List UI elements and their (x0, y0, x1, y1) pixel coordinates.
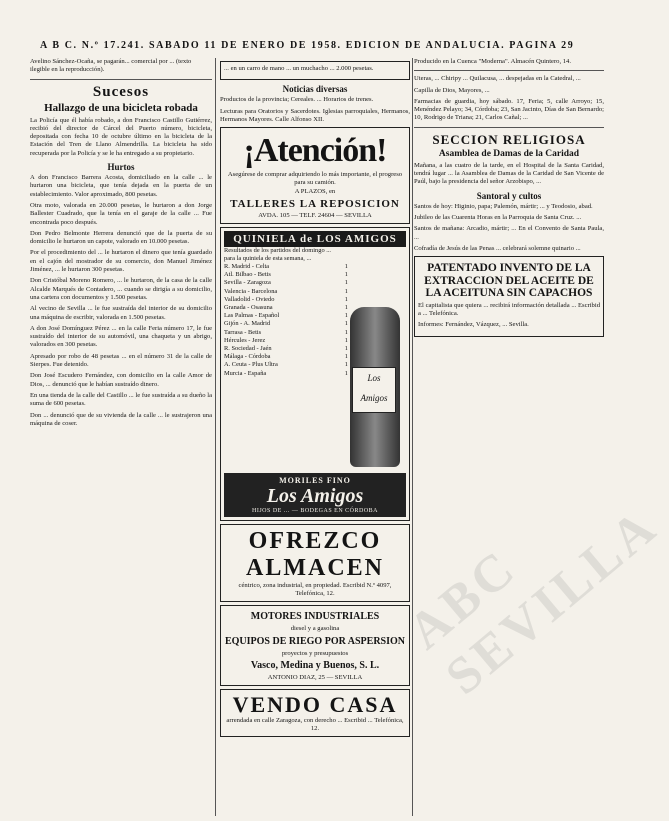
match-row (224, 337, 348, 345)
column-rule (412, 58, 413, 816)
banner-big: Los Amigos (266, 485, 364, 507)
attention-ad-company: TALLERES LA REPOSICION (230, 197, 400, 210)
match-result: 1 (344, 271, 348, 279)
match-result: 1 (344, 263, 348, 270)
attention-ad-line: A PLAZOS, en (294, 187, 336, 195)
article-paragraph: Apresado por robo de 48 pesetas ... en el número 31 de la calle de Sierpes. Fue detenido. (30, 352, 212, 369)
match-row (224, 263, 348, 271)
match-row (224, 296, 348, 304)
motors-ad (220, 605, 410, 686)
subsection-title-hurtos: Hurtos (107, 162, 135, 173)
article-paragraph: La Policía que él había robado, a don Francisco Castillo Gutiérrez, recibió del director de Cárcel del Puerto número, bicicleta, depositada con fecha 10 de octubre último en la bicicleta de la Estación del Tren de Llano Almendrilla. La bicicleta ha sido recuperada por la Policía y se le ha entregado a su propietario. (30, 116, 212, 157)
match-result: 1 (344, 336, 348, 344)
article-paragraph: Don ... denunció que de su vivienda de la calle ... le sustrajeron una máquina de coser. (30, 411, 212, 427)
match-row (224, 320, 348, 328)
notes-title: Noticias diversas (282, 84, 348, 95)
notes-sub: Productos de la provincia; Cereales. ... Horarios de trenes. (220, 96, 374, 104)
article-paragraph: Cofradía de Jesús de las Penas ... celebrará solemne quinario ... (414, 244, 581, 252)
notes-paragraph: Lecturas para Oratorios y Sacerdotes. Iglesias parroquiales, Hermanos, Hermanos Mayores. Calle Alfonso XII. (220, 107, 410, 123)
motors-ad-title2: EQUIPOS DE RIEGO POR ASPERSION (224, 635, 406, 647)
banner-sub: HIJOS DE ... — BODEGAS EN CÓRDOBA (251, 508, 378, 514)
warehouse-ad-line: céntrico, zona industrial, en propiedad. Escribid N.º 4097, Telefónica, 12. (238, 582, 392, 598)
match-result: 1 (344, 304, 348, 312)
top-fragment: Avelino Sánchez-Ocaña, se pagarán... comercial por ... (texto ilegible en la reproducción). (30, 58, 192, 74)
article-heading: Asamblea de Damas de la Caridad (438, 148, 580, 159)
section-title-religiosa: SECCION RELIGIOSA (432, 131, 586, 147)
article-paragraph: Don Cristóbal Moreno Romero, ... le hurtaron, de la casa de la calle Alcalde Marqués de Contadero, ... cuando se dirigía a su domicilio, una cartera con documentos y 1.500 pesetas. (30, 277, 212, 301)
divider (414, 127, 604, 128)
match-row (224, 353, 348, 361)
match-result: 1 (344, 361, 348, 369)
match-teams: Murcia - España (224, 369, 267, 377)
attention-ad-title: ¡Atención! (243, 132, 387, 170)
match-teams: R. Madrid - Celta (224, 263, 270, 270)
patent-ad-paragraph: Informes: Fernández, Vázquez, ... Sevilla. (418, 321, 529, 329)
article-paragraph: Por el procedimiento del ... le hurtaron el dinero que tenía guardado en el cajón del mostrador de su comercio, don Manuel Jiménez Jiménez, ... le hurtaron 300 pesetas. (30, 249, 212, 274)
motors-ad-company: Vasco, Medina y Buenos, S. L. (250, 659, 380, 671)
section-title-sucesos: Sucesos (92, 83, 150, 100)
article-paragraph: Jubileo de las Cuarenta Horas en la Parroquia de Santa Cruz. ... (414, 213, 582, 221)
quiniela-intro: Resultados de los partidos del domingo ... para la quiniela de esta semana, ... (224, 247, 332, 262)
match-teams: Gijón - A. Madrid (224, 320, 271, 328)
match-row (224, 361, 348, 369)
article-paragraph: A don José Domínguez Pérez ... en la calle Feria número 17, le fue sustraído del interior de su automóvil, una chaqueta y un abrigo, valorados en 300 pesetas. (30, 324, 212, 349)
house-sale-title: VENDO CASA (232, 692, 398, 718)
column-left (30, 58, 212, 816)
patent-ad-paragraph: El capitalista que quiera ... recibirá información detallada ... Escribid a ... Telefónica. (418, 301, 600, 317)
motors-ad-address: ANTONIO DIAZ, 25 — SEVILLA (267, 673, 363, 681)
warehouse-ad-title: OFREZCO (248, 528, 382, 554)
match-result: 1 (344, 295, 348, 303)
quiniela-body (224, 247, 406, 473)
match-row (224, 329, 348, 337)
column-middle (220, 58, 410, 816)
match-teams: Valladolid - Oviedo (224, 295, 275, 303)
house-sale-ad (220, 689, 410, 737)
top-notice-box (220, 61, 410, 80)
top-fragment: ... en un carro de mano ... un muchacho ... 2.000 pesetas. (224, 65, 374, 72)
match-row (224, 370, 348, 378)
match-row (224, 271, 348, 279)
match-result: 1 (344, 320, 348, 328)
match-result: 1 (344, 353, 348, 361)
match-result: 1 (344, 345, 348, 353)
divider (30, 79, 212, 80)
match-row (224, 279, 348, 287)
motors-ad-line: diesel y a gasolina (290, 625, 340, 633)
motors-ad-title: MOTORES INDUSTRIALES (250, 611, 380, 623)
match-teams: Tarrasa - Betis (224, 328, 262, 336)
top-fragment: Producido en la Cuenca "Moderna". Almacén Quintero, 14. (414, 58, 571, 65)
match-result: 1 (344, 369, 348, 377)
match-teams: Las Palmas - Español (224, 312, 280, 320)
watermark: ABC SEVILLA (397, 497, 669, 706)
article-paragraph: Uteras, ... Chiripy ... Quilacusa, ... despejadas en la Catedral, ... (414, 75, 581, 83)
match-teams: Málaga - Córdoba (224, 353, 271, 361)
match-teams: Valencia - Barcelona (224, 287, 278, 295)
banner-top: MORILES FINO (279, 476, 351, 485)
bottle-label: Los Amigos (352, 367, 396, 413)
column-right (414, 58, 604, 816)
match-row (224, 312, 348, 320)
article-paragraph: En una tienda de la calle del Castillo ... le fue sustraída a su dueño la suma de 600 pesetas. (30, 391, 212, 408)
patent-ad (414, 256, 604, 336)
column-rule (215, 58, 216, 816)
article-paragraph: Mañana, a las cuatro de la tarde, en el Hospital de la Santa Caridad, tendrá lugar ... la Asamblea de Damas de la Caridad de San Vicente de Paúl, bajo la presidencia del señor Arzobispo, ... (414, 161, 604, 186)
article-paragraph: Don José Escudero Fernández, con domicilio en la calle Amor de Dios, ... denunció que le habían sustraído dinero. (30, 372, 212, 388)
article-heading: Hallazgo de una bicicleta robada (44, 101, 198, 114)
match-teams: A. Ceuta - Plus Ultra (224, 361, 278, 369)
match-teams: Granada - Osasuna (224, 304, 273, 312)
patent-ad-title: PATENTADO INVENTO DE LA EXTRACCION DEL ACEITE DE LA ACEITUNA SIN CAPACHOS (424, 262, 594, 300)
article-paragraph: Otra moto, valorada en 20.000 pesetas, le hurtaron a don Jorge Ballester Cuadrado, que la tenía en el garaje de la calle ... Fue encontrada poco después. (30, 201, 212, 226)
match-result: 1 (344, 279, 348, 287)
match-teams: Atl. Bilbao - Betis (224, 271, 271, 279)
match-row (224, 288, 348, 296)
match-result: 1 (344, 287, 348, 295)
warehouse-ad (220, 524, 410, 602)
article-paragraph: Santos de mañana: Arcadio, mártir; ... En el Convento de Santa Paula, ... (414, 225, 604, 241)
match-result: 1 (344, 328, 348, 336)
match-row (224, 345, 348, 353)
subsection-title-santoral: Santoral y cultos (476, 190, 542, 201)
warehouse-ad-title: ALMACEN (246, 555, 384, 581)
attention-ad (220, 127, 410, 224)
article-paragraph: Farmacias de guardia, hoy sábado. 17, Feria; 5, calle Arroyo; 15, Menéndez Pelayo; 34, Córdoba; 23, San Jacinto, Días de San Bernardo; 10, Rodrigo de Triana; 21, Carlos Cañal; ... (414, 97, 604, 122)
match-result: 1 (344, 312, 348, 320)
article-paragraph: Al vecino de Sevilla ... le fue sustraída del interior de su domicilio una máquina de escribir, valorada en 1.500 pesetas. (30, 305, 212, 321)
moriles-banner (224, 473, 406, 517)
motors-ad-line2: proyectos y presupuestos (281, 649, 349, 657)
attention-ad-line: Asegúrese de comprar adquiriendo lo más importante, el progreso para su camión. (227, 171, 403, 187)
article-paragraph: Don Pedro Belmonte Herrera denunció que de la puerta de su domicilio le hurtaron un capote, valorado en 10.000 pesetas. (30, 229, 212, 246)
match-teams: R. Sociedad - Jaén (224, 345, 272, 353)
article-paragraph: Capilla de Dios, Mayores, ... (414, 86, 490, 94)
divider (414, 70, 604, 71)
masthead-line: A B C. N.º 17.241. SABADO 11 DE ENERO DE 1958. EDICION DE ANDALUCIA. PAGINA 29 (40, 40, 575, 51)
match-row (224, 304, 348, 312)
article-paragraph: Santos de hoy: Higinio, papa; Palemón, mártir; ... y Teodosio, abad. (414, 202, 593, 210)
match-teams: Sevilla - Zaragoza (224, 279, 271, 287)
article-paragraph: A don Francisco Barrera Acosta, domiciliado en la calle ... le hurtaron una bicicleta, que tenía dejada en la puerta de un establecimiento. Valor aproximado, 800 pesetas. (30, 174, 212, 198)
attention-ad-address: AVDA. 105 — TELF. 24604 — SEVILLA (258, 211, 372, 219)
match-teams: Hércules - Jerez (224, 336, 266, 344)
house-sale-line: arrendada en calle Zaragoza, con derecho ... Escribid ... Telefónica, 12. (226, 717, 404, 733)
quiniela-title: QUINIELA de LOS AMIGOS (224, 231, 406, 247)
quiniela-ad (220, 227, 410, 521)
